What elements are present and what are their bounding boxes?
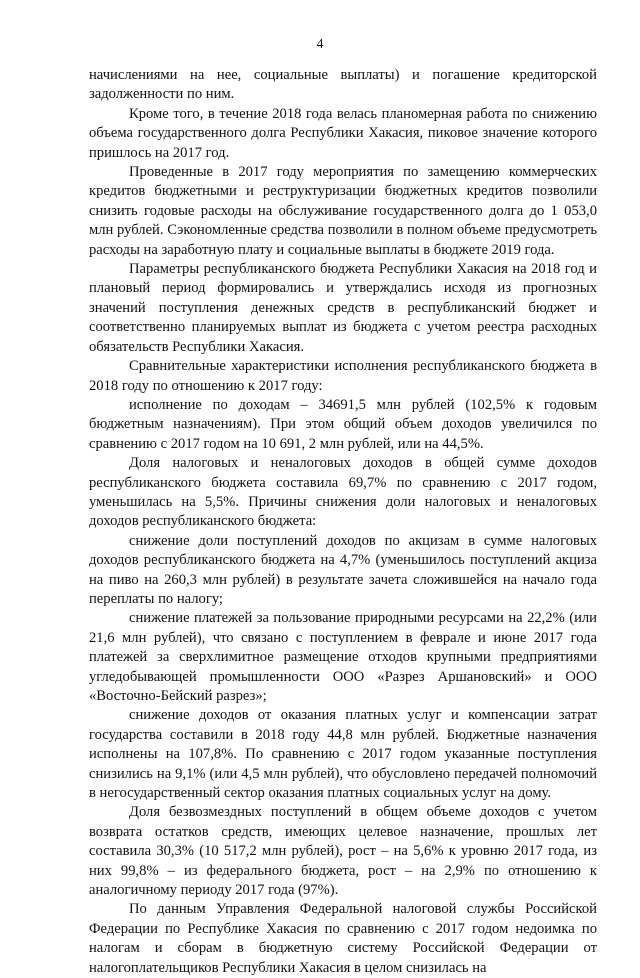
paragraph-revenue-execution: исполнение по доходам – 34691,5 млн рублей (102,5% к годовым бюджетным назначениям). При этом общий объем доходов увеличился по сравнению с 2017 годом на 10 691, 2 млн рублей, или на 44,5%.	[89, 396, 597, 452]
paragraph-state-debt: Кроме того, в течение 2018 года велась планомерная работа по снижению объема государственного долга Республики Хакасия, пиковое значение которого пришлось на 2017 год.	[89, 105, 597, 161]
paragraph-budget-parameters: Параметры республиканского бюджета Республики Хакасия на 2018 год и плановый период формировались и утверждались исходя из прогнозных значений поступления денежных средств в республиканский бюджет и соответственно планируемых выплат из бюджета с учетом реестра расходных обязательств Республики Хакасия.	[89, 261, 597, 355]
paragraph-gratuitous-receipts: Доля безвозмездных поступлений в общем объеме доходов с учетом возврата остатков средств, имеющих целевое назначение, прошлых лет составила 30,3% (10 517,2 млн рублей), рост – на 5,6% к уровню 2017 года, из них 99,8% – из федерального бюджета, рост – на 2,9% по отношению к аналогичному периоду 2017 года (97%).	[89, 804, 597, 899]
paragraph-comparative-characteristics: Сравнительные характеристики исполнения республиканского бюджета в 2018 году по отношению к 2017 году:	[89, 358, 597, 394]
document-body	[89, 66, 597, 978]
paragraph-tax-arrears: По данным Управления Федеральной налоговой службы Российской Федерации по Республике Хакасия по сравнению с 2017 годом недоимка по налогам и сборам в бюджетную систему Российской Федерации от налогоплательщиков Республики Хакасия в целом снизилась на	[89, 901, 597, 976]
paragraph-continuation: начислениями на нее, социальные выплаты) и погашение кредиторской задолженности по ним.	[89, 67, 597, 103]
paragraph-natural-resources-payments: снижение платежей за пользование природными ресурсами на 22,2% (или 21,6 млн рублей), что связано с поступлением в феврале и июне 2017 года платежей за сверхлимитное размещение отходов крупными предприятиями угледобывающей промышленности ООО «Разрез Аршановский» и ООО «Восточно-Бейский разрез»;	[89, 610, 597, 704]
paragraph-tax-revenue-share: Доля налоговых и неналоговых доходов в общей сумме доходов республиканского бюджета составила 69,7% по сравнению с 2017 годом, уменьшилась на 5,5%. Причины снижения доли налоговых и неналоговых доходов республиканского бюджета:	[89, 455, 597, 530]
paragraph-paid-services: снижение доходов от оказания платных услуг и компенсации затрат государства составили в 2018 году 44,8 млн рублей. Бюджетные назначения исполнены на 107,8%. По сравнению с 2017 годом указанные поступления снизились на 9,1% (или 4,5 млн рублей), что обусловлено передачей полномочий в негосударственный сектор оказания платных социальных услуг на дому.	[89, 707, 597, 802]
paragraph-credit-replacement: Проведенные в 2017 году мероприятия по замещению коммерческих кредитов бюджетными и реструктуризации бюджетных кредитов позволили снизить годовые расходы на обслуживание государственного долга до 1 053,0 млн рублей. Сэкономленные средства позволили в полном объеме предусмотреть расходы на заработную плату и социальные выплаты в бюджете 2019 года.	[89, 164, 597, 258]
page-number: 4	[316, 37, 324, 52]
paragraph-excise-decrease: снижение доли поступлений доходов по акцизам в сумме налоговых доходов республиканского бюджета на 4,7% (уменьшилось поступлений акциза на пиво на 260,3 млн рублей) в результате зачета сложившейся на начало года переплаты по налогу;	[89, 532, 597, 607]
